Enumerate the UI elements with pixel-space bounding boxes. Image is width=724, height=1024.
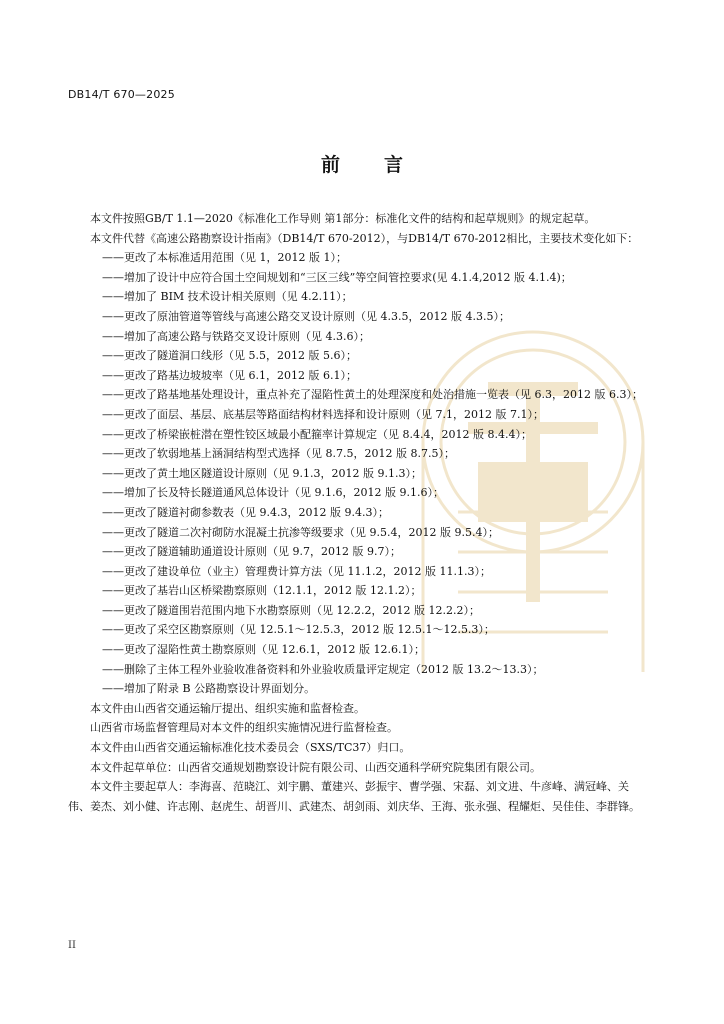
changes-list [68, 248, 648, 699]
list-item: ——更改了隧道衬砌参数表（见 9.4.3，2012 版 9.4.3）； [102, 505, 389, 519]
list-item: ——更改了原油管道等管线与高速公路交叉设计原则（见 4.3.5，2012 版 4.3.5）； [102, 309, 510, 323]
list-item: ——更改了采空区勘察原则（见 12.5.1～12.5.3，2012 版 12.5.1～12.5.3）； [102, 623, 495, 637]
list-item: ——更改了隧道洞口线形（见 5.5，2012 版 5.6）； [102, 349, 357, 363]
closing-paragraph-committee: 本文件由山西省交通运输标准化技术委员会（SXS/TC37）归口。 [90, 741, 411, 755]
list-item: ——增加了长及特长隧道通风总体设计（见 9.1.6，2012 版 9.1.6）； [102, 486, 444, 500]
page-title: 前言 [320, 154, 447, 176]
list-item: ——删除了主体工程外业验收准备资料和外业验收质量评定规定（2012 版 13.2～13.3）； [102, 662, 544, 676]
closing-paragraph-proposer: 本文件由山西省交通运输厅提出、组织实施和监督检查。 [90, 701, 365, 715]
page-number: II [68, 940, 76, 951]
closing-paragraph-drafters: 本文件主要起草人：李海喜、范晓江、刘宇鹏、董建兴、彭振宇、曹学强、宋磊、刘文进、牛彦峰、满冠峰、关伟、姜杰、刘小健、许志刚、赵虎生、胡晋川、武建杰、胡剑雨、刘庆华、王海、张永强、程耀炬、吴佳佳、李群锋。 [68, 780, 640, 813]
closing-paragraph-supervisor: 山西省市场监督管理局对本文件的组织实施情况进行监督检查。 [90, 721, 398, 735]
list-item: ——更改了面层、基层、底基层等路面结构材料选择和设计原则（见 7.1，2012 版 7.1）； [102, 407, 544, 421]
intro-paragraph-1: 本文件按照GB/T 1.1—2020《标准化工作导则 第1部分：标准化文件的结构和起草规则》的规定起草。 [90, 212, 596, 225]
foreword-body [68, 209, 648, 816]
list-item: ——增加了附录 B 公路勘察设计界面划分。 [102, 682, 316, 696]
list-item: ——更改了黄土地区隧道设计原则（见 9.1.3，2012 版 9.1.3）； [102, 466, 422, 480]
list-item: ——更改了隧道辅助通道设计原则（见 9.7，2012 版 9.7）； [102, 545, 401, 559]
list-item: ——更改了路基边坡坡率（见 6.1，2012 版 6.1）； [102, 368, 357, 382]
list-item: ——增加了 BIM 技术设计相关原则（见 4.2.11）； [102, 290, 353, 304]
list-item: ——更改了隧道围岩范围内地下水勘察原则（见 12.2.2，2012 版 12.2.2）； [102, 603, 480, 617]
list-item: ——更改了隧道二次衬砌防水混凝土抗渗等级要求（见 9.5.4，2012 版 9.5.4）； [102, 525, 499, 539]
list-item: ——更改了路基地基处理设计，重点补充了湿陷性黄土的处理深度和处治措施一览表（见 6.3，2012 版 6.3）； [102, 388, 643, 402]
list-item: ——更改了建设单位（业主）管理费计算方法（见 11.1.2，2012 版 11.1.3）； [102, 564, 491, 578]
list-item: ——增加了高速公路与铁路交叉设计原则（见 4.3.6）； [102, 329, 370, 343]
list-item: ——更改了桥梁嵌桩潜在塑性铰区域最小配箍率计算规定（见 8.4.4，2012 版 8.4.4）； [102, 427, 532, 441]
list-item: ——增加了设计中应符合国土空间规划和“三区三线”等空间管控要求(见 4.1.4,2012 版 4.1.4)； [102, 270, 572, 284]
list-item: ——更改了本标准适用范围（见 1，2012 版 1）； [102, 251, 347, 265]
list-item: ——更改了基岩山区桥梁勘察原则（12.1.1，2012 版 12.1.2）； [102, 584, 422, 598]
standard-code: DB14/T 670—2025 [68, 88, 175, 101]
list-item: ——更改了软弱地基上涵洞结构型式选择（见 8.7.5，2012 版 8.7.5）； [102, 447, 455, 461]
closing-paragraph-drafting-units: 本文件起草单位：山西省交通规划勘察设计院有限公司、山西交通科学研究院集团有限公司。 [90, 760, 541, 774]
list-item: ——更改了湿陷性黄土勘察原则（见 12.6.1，2012 版 12.6.1）； [102, 643, 425, 657]
intro-paragraph-2: 本文件代替《高速公路勘察设计指南》（DB14/T 670-2012），与DB14/T 670-2012相比，主要技术变化如下： [90, 231, 639, 245]
